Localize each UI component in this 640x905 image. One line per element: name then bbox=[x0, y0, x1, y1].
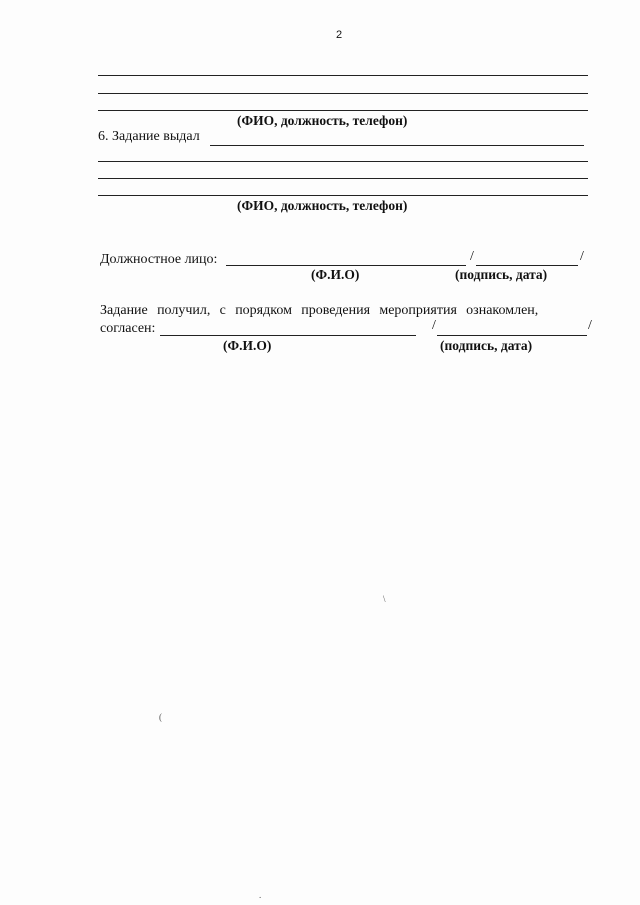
slash-end: / bbox=[580, 249, 584, 264]
blank-line bbox=[98, 161, 588, 162]
caption-fio-position-phone-2: (ФИО, должность, телефон) bbox=[237, 198, 408, 213]
caption-fio-short: (Ф.И.О) bbox=[311, 267, 360, 282]
item6-fill-line bbox=[210, 145, 584, 146]
official-label: Должностное лицо: bbox=[100, 252, 218, 267]
official-name-line bbox=[226, 265, 466, 266]
item6-label: 6. Задание выдал bbox=[98, 129, 200, 144]
scan-speck: . bbox=[259, 890, 262, 900]
slash-separator-2: / bbox=[432, 318, 436, 333]
blank-line bbox=[98, 110, 588, 111]
received-text-line2: согласен: bbox=[100, 321, 156, 336]
caption-signature-date-2: (подпись, дата) bbox=[440, 338, 533, 353]
scan-speck: ( bbox=[159, 712, 162, 722]
received-text-line1: Задание получил, с порядком проведения мероприятия ознакомлен, bbox=[100, 303, 539, 318]
scan-speck: \ bbox=[383, 594, 386, 604]
page-number: 2 bbox=[336, 29, 343, 41]
blank-line bbox=[98, 75, 588, 76]
slash-separator: / bbox=[470, 249, 474, 264]
caption-signature-date: (подпись, дата) bbox=[455, 267, 548, 282]
caption-fio-short-2: (Ф.И.О) bbox=[223, 338, 272, 353]
received-name-line bbox=[160, 335, 416, 336]
blank-line bbox=[98, 195, 588, 196]
caption-fio-position-phone: (ФИО, должность, телефон) bbox=[237, 113, 408, 128]
blank-line bbox=[98, 178, 588, 179]
blank-line bbox=[98, 93, 588, 94]
slash-end-2: / bbox=[588, 318, 592, 333]
received-signature-line bbox=[437, 335, 587, 336]
official-signature-line bbox=[476, 265, 578, 266]
